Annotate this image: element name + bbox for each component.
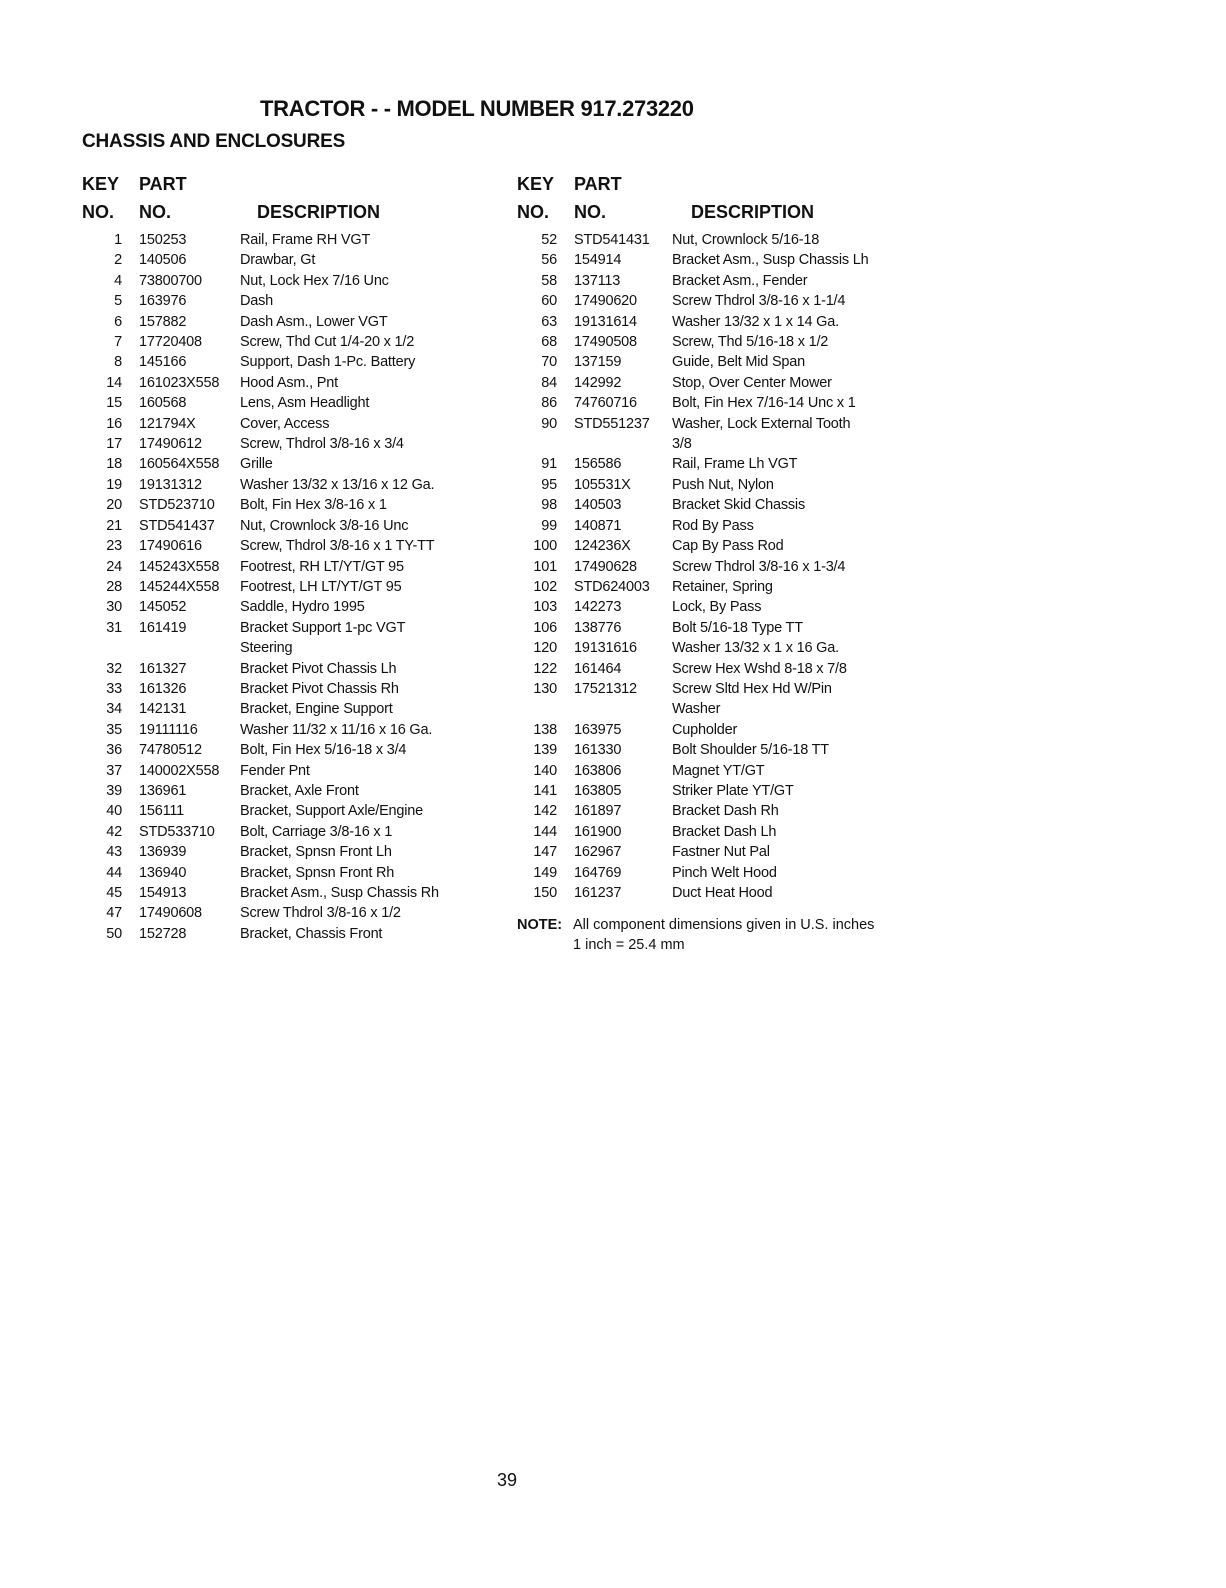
header-part-no: NO. <box>139 202 172 222</box>
part-number: 161326 <box>139 680 187 697</box>
part-number: 161330 <box>574 742 622 759</box>
key-number: 28 <box>106 578 122 595</box>
part-description: Bracket, Chassis Front <box>240 925 383 942</box>
part-description: Screw Thdrol 3/8-16 x 1-3/4 <box>672 558 846 575</box>
part-number: 154913 <box>139 885 187 901</box>
table-row <box>517 250 937 270</box>
part-number: 74760716 <box>574 395 637 412</box>
part-description: Bracket Asm., Susp Chassis Rh <box>240 885 439 901</box>
part-description: Nut, Crownlock 5/16-18 <box>672 232 820 248</box>
part-description: Bracket Asm., Susp Chassis Lh <box>672 252 869 269</box>
table-row <box>517 271 937 291</box>
key-number: 35 <box>106 721 122 738</box>
table-row <box>82 312 512 332</box>
key-number: 8 <box>114 354 122 371</box>
note-line-1: All component dimensions given in U.S. inches <box>573 917 875 934</box>
part-description: Striker Plate YT/GT <box>672 782 794 799</box>
part-description: Washer 13/32 x 1 x 16 Ga. <box>672 640 839 657</box>
key-number: 34 <box>106 701 122 718</box>
part-number: 19131616 <box>574 640 637 657</box>
key-number: 30 <box>106 599 122 616</box>
key-number: 141 <box>533 782 557 799</box>
part-description: Bolt, Fin Hex 5/16-18 x 3/4 <box>240 742 407 759</box>
key-number <box>517 699 557 719</box>
part-number: STD523710 <box>139 497 215 514</box>
part-number: 140503 <box>574 497 622 514</box>
table-row <box>82 454 512 474</box>
table-header <box>517 174 937 226</box>
table-row <box>517 801 937 821</box>
part-description: Cover, Access <box>240 415 330 432</box>
table-row <box>82 618 512 638</box>
part-number: 19131312 <box>139 476 202 493</box>
part-description: Saddle, Hydro 1995 <box>240 599 365 616</box>
part-description: Screw Thdrol 3/8-16 x 1-1/4 <box>672 293 846 310</box>
table-row <box>82 822 512 842</box>
table-row <box>82 863 512 883</box>
part-number: 19131614 <box>574 313 637 330</box>
part-description: Bracket Support 1-pc VGT <box>240 619 406 636</box>
part-description: Bolt, Carriage 3/8-16 x 1 <box>240 823 393 840</box>
part-description: Fender Pnt <box>240 762 310 779</box>
key-number: 23 <box>106 538 122 555</box>
part-description: Washer <box>672 701 721 718</box>
part-number: 161327 <box>139 660 187 677</box>
part-description: Screw, Thdrol 3/8-16 x 3/4 <box>240 436 404 453</box>
part-description: Steering <box>240 640 293 657</box>
key-number: 63 <box>541 313 557 330</box>
key-number: 147 <box>533 844 557 861</box>
part-description: Guide, Belt Mid Span <box>672 354 806 371</box>
key-number: 60 <box>541 293 557 310</box>
part-description: Nut, Crownlock 3/8-16 Unc <box>240 517 409 534</box>
key-number: 18 <box>106 456 122 473</box>
key-number: 150 <box>533 885 557 901</box>
note-text <box>573 915 874 955</box>
part-number: 19111116 <box>139 721 198 738</box>
part-number: 145243X558 <box>139 558 220 575</box>
part-number: 160568 <box>139 395 187 412</box>
table-row <box>82 761 512 781</box>
table-row <box>82 516 512 536</box>
table-row-continuation <box>82 638 512 658</box>
part-number: 154914 <box>574 252 622 269</box>
table-row <box>82 842 512 862</box>
part-number: 105531X <box>574 476 631 493</box>
part-number: 138776 <box>574 619 622 636</box>
part-description: Washer, Lock External Tooth <box>672 415 851 432</box>
key-number: 33 <box>106 680 122 697</box>
part-number: 150253 <box>139 232 187 248</box>
parts-table-left <box>82 174 512 944</box>
table-row <box>82 271 512 291</box>
key-number: 40 <box>106 803 122 820</box>
key-number: 99 <box>541 517 557 534</box>
part-number: 161419 <box>139 619 187 636</box>
table-row <box>517 679 937 699</box>
part-description: Bolt 5/16-18 Type TT <box>672 619 803 636</box>
part-description: Bracket Pivot Chassis Lh <box>240 660 397 677</box>
table-row <box>82 720 512 740</box>
part-number: 140506 <box>139 252 187 269</box>
key-number: 122 <box>533 660 557 677</box>
parts-list-right <box>517 230 937 903</box>
key-number: 84 <box>541 374 557 391</box>
key-number: 16 <box>106 415 122 432</box>
header-part-no: NO. <box>574 202 607 222</box>
part-number: 17490620 <box>574 293 637 310</box>
table-row <box>82 291 512 311</box>
part-number: 161237 <box>574 885 622 901</box>
key-number: 103 <box>533 599 557 616</box>
part-number: 145052 <box>139 599 187 616</box>
key-number: 21 <box>106 517 122 534</box>
key-number: 15 <box>106 395 122 412</box>
part-description: Bracket, Spnsn Front Rh <box>240 864 395 881</box>
table-row <box>517 312 937 332</box>
key-number: 52 <box>541 232 557 248</box>
table-row-continuation <box>517 434 937 454</box>
part-number: 17490508 <box>574 334 637 351</box>
part-number: 161464 <box>574 660 622 677</box>
table-row <box>82 597 512 617</box>
table-row <box>517 475 937 495</box>
part-number: 163805 <box>574 782 622 799</box>
part-description: Lens, Asm Headlight <box>240 395 370 412</box>
part-number: 137113 <box>574 272 621 289</box>
table-row <box>82 230 512 250</box>
key-number: 139 <box>533 742 557 759</box>
part-description: Bolt, Fin Hex 3/8-16 x 1 <box>240 497 387 514</box>
header-key: KEY <box>517 174 555 194</box>
parts-list-left <box>82 230 512 944</box>
part-number: 136961 <box>139 782 187 799</box>
part-number: 142273 <box>574 599 622 616</box>
part-number: 161023X558 <box>139 374 220 391</box>
part-description: Footrest, RH LT/YT/GT 95 <box>240 558 404 575</box>
table-row <box>82 740 512 760</box>
key-number: 32 <box>106 660 122 677</box>
key-number: 120 <box>533 640 557 657</box>
part-number: 124236X <box>574 538 631 555</box>
key-number: 101 <box>533 558 557 575</box>
key-number: 50 <box>106 925 122 942</box>
table-row <box>517 577 937 597</box>
part-number: 142992 <box>574 374 622 391</box>
part-number: 17490608 <box>139 905 202 922</box>
key-number: 58 <box>541 272 557 289</box>
header-key: KEY <box>82 174 120 194</box>
part-number: 137159 <box>574 354 622 371</box>
page-number: 39 <box>497 1470 518 1490</box>
key-number: 7 <box>114 334 122 351</box>
table-row-continuation <box>517 699 937 719</box>
table-row <box>82 536 512 556</box>
part-number: STD551237 <box>574 415 650 432</box>
key-number: 100 <box>533 538 557 555</box>
table-row <box>517 495 937 515</box>
table-row <box>517 638 937 658</box>
part-description: Bracket, Axle Front <box>240 782 359 799</box>
key-number: 17 <box>106 436 122 453</box>
part-number: 156586 <box>574 456 622 473</box>
part-number: 17521312 <box>574 680 637 697</box>
part-number: 73800700 <box>139 272 202 289</box>
key-number: 20 <box>106 497 122 514</box>
table-row <box>517 393 937 413</box>
part-number: 163976 <box>139 293 187 310</box>
part-description: Screw, Thd 5/16-18 x 1/2 <box>672 334 829 351</box>
part-number: STD533710 <box>139 823 215 840</box>
part-description: Bracket, Engine Support <box>240 701 393 718</box>
key-number: 56 <box>541 252 557 269</box>
table-row <box>517 230 937 250</box>
page-title: TRACTOR - - MODEL NUMBER 917.273220 <box>260 96 694 121</box>
key-number: 14 <box>106 374 122 391</box>
key-number <box>517 434 557 454</box>
part-description: Dash Asm., Lower VGT <box>240 313 388 330</box>
header-part: PART <box>574 174 622 194</box>
part-description: Bracket Pivot Chassis Rh <box>240 680 399 697</box>
key-number: 24 <box>106 558 122 575</box>
table-row <box>517 740 937 760</box>
part-description: Bracket Asm., Fender <box>672 272 808 289</box>
part-number <box>122 638 240 658</box>
table-row <box>517 761 937 781</box>
key-number: 68 <box>541 334 557 351</box>
key-number: 130 <box>533 680 557 697</box>
part-number: 160564X558 <box>139 456 220 473</box>
part-description: Nut, Lock Hex 7/16 Unc <box>240 272 389 289</box>
part-description: Cap By Pass Rod <box>672 538 784 555</box>
table-row <box>517 454 937 474</box>
table-row <box>82 434 512 454</box>
table-row <box>517 781 937 801</box>
table-row <box>82 352 512 372</box>
part-number: 163806 <box>574 762 622 779</box>
table-row <box>82 393 512 413</box>
part-description: Grille <box>240 456 273 473</box>
key-number: 45 <box>106 885 122 901</box>
table-row <box>82 250 512 270</box>
key-number: 19 <box>106 476 122 493</box>
part-description: 3/8 <box>672 436 692 453</box>
note <box>517 915 937 955</box>
key-number: 138 <box>533 721 557 738</box>
part-number: 164769 <box>574 864 622 881</box>
part-number: 156111 <box>139 803 185 820</box>
table-row <box>82 495 512 515</box>
key-number: 47 <box>106 905 122 922</box>
key-number: 95 <box>541 476 557 493</box>
key-number: 37 <box>106 762 122 779</box>
key-number: 1 <box>114 232 122 248</box>
table-row <box>82 924 512 944</box>
header-part: PART <box>139 174 187 194</box>
key-number: 144 <box>533 823 557 840</box>
part-description: Hood Asm., Pnt <box>240 374 338 391</box>
key-number: 44 <box>106 864 122 881</box>
key-number: 31 <box>106 619 122 636</box>
part-number <box>557 699 672 719</box>
part-number: 17490628 <box>574 558 637 575</box>
table-row <box>82 883 512 903</box>
table-row <box>82 659 512 679</box>
part-number: 161900 <box>574 823 622 840</box>
key-number <box>82 638 122 658</box>
part-description: Pinch Welt Hood <box>672 864 777 881</box>
part-number: 152728 <box>139 925 187 942</box>
table-row <box>82 699 512 719</box>
parts-table-right <box>517 174 937 955</box>
part-description: Washer 13/32 x 1 x 14 Ga. <box>672 313 839 330</box>
key-number: 106 <box>533 619 557 636</box>
table-row <box>82 557 512 577</box>
part-description: Screw Sltd Hex Hd W/Pin <box>672 680 832 697</box>
table-row <box>517 597 937 617</box>
table-row <box>517 557 937 577</box>
header-description: DESCRIPTION <box>691 202 815 222</box>
key-number: 98 <box>541 497 557 514</box>
key-number: 140 <box>533 762 557 779</box>
part-number: 136940 <box>139 864 187 881</box>
part-number: 74780512 <box>139 742 202 759</box>
part-description: Bolt, Fin Hex 7/16-14 Unc x 1 <box>672 395 856 412</box>
table-row <box>82 414 512 434</box>
table-row <box>82 373 512 393</box>
part-description: Dash <box>240 293 274 310</box>
part-number: 17490616 <box>139 538 202 555</box>
table-row <box>517 332 937 352</box>
part-number: 140871 <box>574 517 622 534</box>
part-number: 136939 <box>139 844 187 861</box>
part-number: 145244X558 <box>139 578 220 595</box>
table-row <box>517 883 937 903</box>
part-description: Push Nut, Nylon <box>672 476 774 493</box>
part-number: STD541431 <box>574 232 650 248</box>
part-description: Magnet YT/GT <box>672 762 765 779</box>
part-description: Footrest, LH LT/YT/GT 95 <box>240 578 402 595</box>
part-number: 142131 <box>139 701 187 718</box>
part-description: Screw, Thdrol 3/8-16 x 1 TY-TT <box>240 538 435 555</box>
key-number: 149 <box>533 864 557 881</box>
part-description: Washer 11/32 x 11/16 x 16 Ga. <box>240 721 433 738</box>
part-description: Screw Hex Wshd 8-18 x 7/8 <box>672 660 847 677</box>
part-number: 17490612 <box>139 436 202 453</box>
part-number: 17720408 <box>139 334 202 351</box>
table-row <box>517 516 937 536</box>
header-description: DESCRIPTION <box>257 202 381 222</box>
part-description: Duct Heat Hood <box>672 885 773 901</box>
note-line-2: 1 inch = 25.4 mm <box>573 937 685 954</box>
part-number: 145166 <box>139 354 187 371</box>
part-number: 162967 <box>574 844 622 861</box>
table-row <box>82 475 512 495</box>
part-description: Screw Thdrol 3/8-16 x 1/2 <box>240 905 401 922</box>
key-number: 70 <box>541 354 557 371</box>
part-description: Rod By Pass <box>672 517 754 534</box>
table-row <box>517 352 937 372</box>
part-number <box>557 434 672 454</box>
header-key-no: NO. <box>517 202 550 222</box>
part-description: Fastner Nut Pal <box>672 844 770 861</box>
table-row <box>517 414 937 434</box>
part-number: 161897 <box>574 803 622 820</box>
part-description: Retainer, Spring <box>672 578 773 595</box>
table-row <box>517 842 937 862</box>
key-number: 42 <box>106 823 122 840</box>
part-description: Bracket Dash Lh <box>672 823 777 840</box>
table-row <box>517 373 937 393</box>
part-description: Bracket Skid Chassis <box>672 497 805 514</box>
header-key-no: NO. <box>82 202 115 222</box>
table-row <box>517 659 937 679</box>
table-row <box>82 332 512 352</box>
key-number: 2 <box>114 252 122 269</box>
part-description: Washer 13/32 x 13/16 x 12 Ga. <box>240 476 435 493</box>
key-number: 91 <box>541 456 557 473</box>
part-description: Rail, Frame RH VGT <box>240 232 371 248</box>
table-row <box>82 903 512 923</box>
key-number: 5 <box>114 293 122 310</box>
part-description: Lock, By Pass <box>672 599 762 616</box>
table-row <box>517 822 937 842</box>
table-header <box>82 174 512 226</box>
table-row <box>517 291 937 311</box>
part-description: Rail, Frame Lh VGT <box>672 456 798 473</box>
table-row <box>517 536 937 556</box>
table-row <box>82 679 512 699</box>
part-description: Support, Dash 1-Pc. Battery <box>240 354 416 371</box>
key-number: 90 <box>541 415 557 432</box>
table-row <box>82 577 512 597</box>
part-number: STD541437 <box>139 517 215 534</box>
key-number: 39 <box>106 782 122 799</box>
table-row <box>82 801 512 821</box>
part-number: 157882 <box>139 313 187 330</box>
part-description: Bolt Shoulder 5/16-18 TT <box>672 742 829 759</box>
table-row <box>517 863 937 883</box>
note-label: NOTE: <box>517 917 563 934</box>
part-number: 140002X558 <box>139 762 220 779</box>
table-row <box>517 720 937 740</box>
key-number: 86 <box>541 395 557 412</box>
part-description: Stop, Over Center Mower <box>672 374 832 391</box>
key-number: 102 <box>533 578 557 595</box>
section-title: CHASSIS AND ENCLOSURES <box>82 131 346 152</box>
key-number: 6 <box>114 313 122 330</box>
key-number: 142 <box>533 803 557 820</box>
key-number: 36 <box>106 742 122 759</box>
part-number: 163975 <box>574 721 622 738</box>
part-description: Cupholder <box>672 721 738 738</box>
key-number: 4 <box>114 272 122 289</box>
table-row <box>517 618 937 638</box>
part-number: 121794X <box>139 415 196 432</box>
part-number: STD624003 <box>574 578 650 595</box>
part-description: Bracket, Support Axle/Engine <box>240 803 424 820</box>
part-description: Bracket Dash Rh <box>672 803 779 820</box>
part-description: Bracket, Spnsn Front Lh <box>240 844 392 861</box>
table-row <box>82 781 512 801</box>
part-description: Screw, Thd Cut 1/4-20 x 1/2 <box>240 334 415 351</box>
part-description: Drawbar, Gt <box>240 252 316 269</box>
key-number: 43 <box>106 844 122 861</box>
